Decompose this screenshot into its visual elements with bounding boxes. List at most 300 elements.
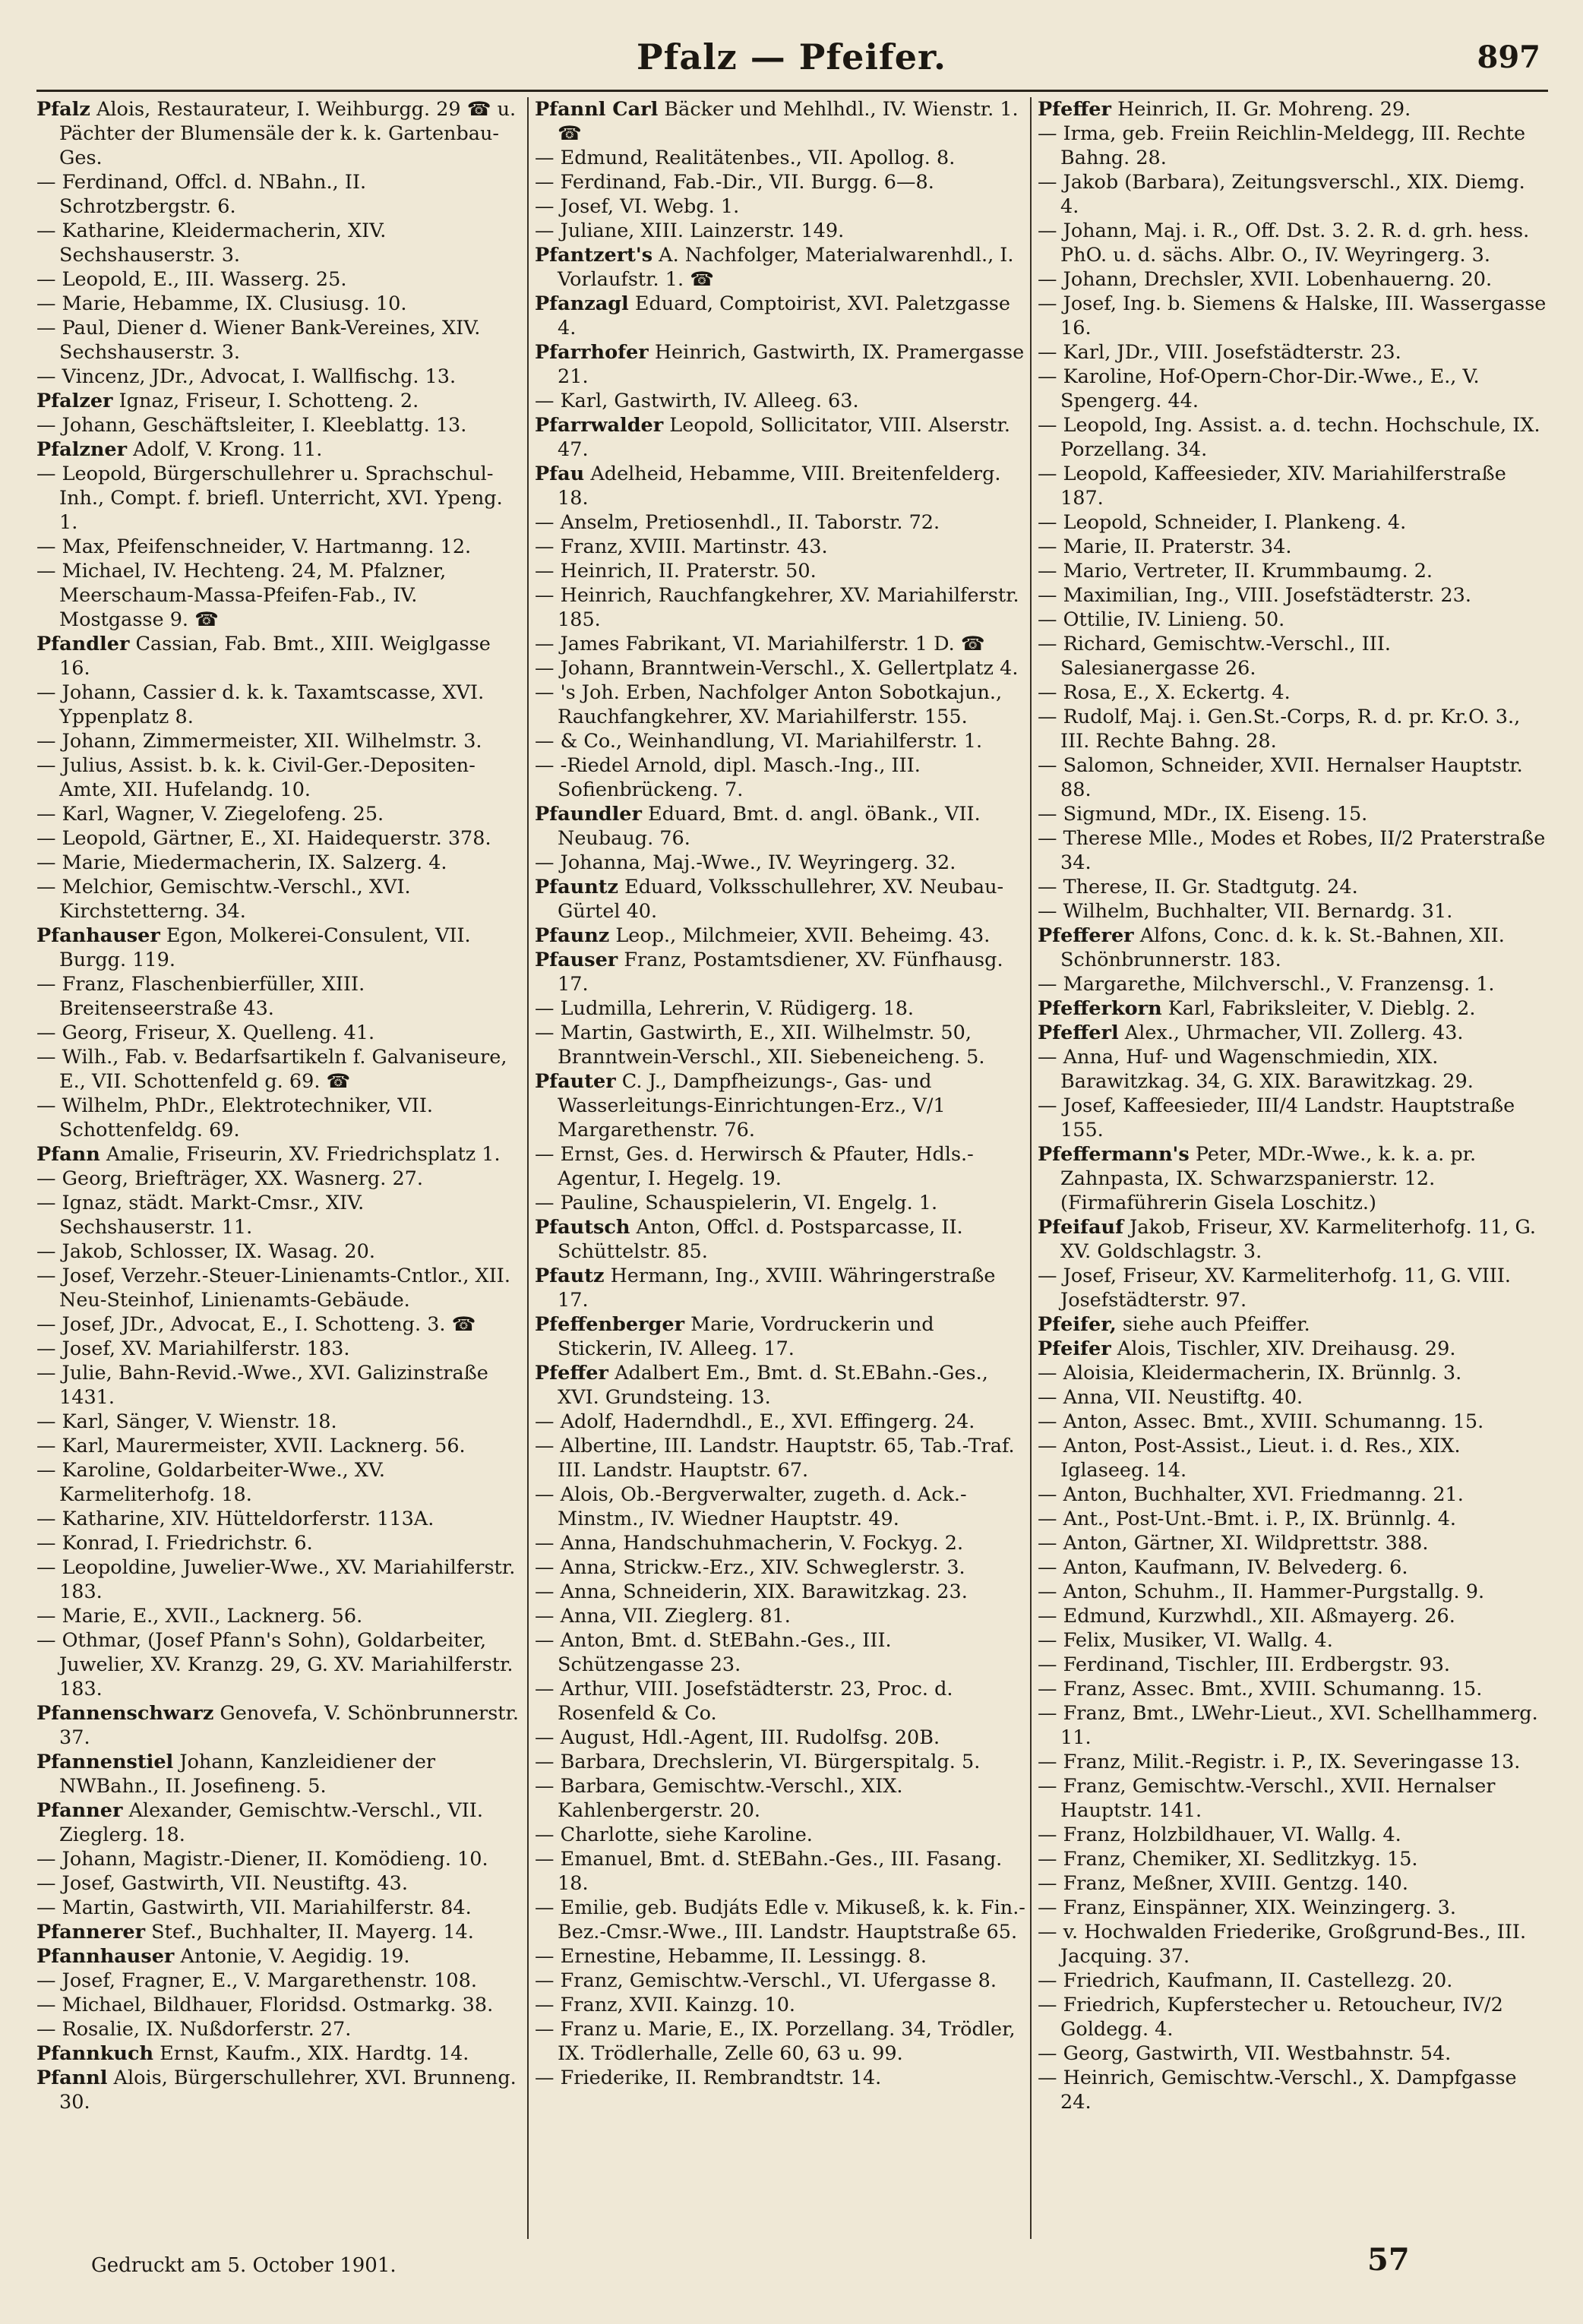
entry-text: — Ernestine, Hebamme, II. Lessingg. 8. [535,1945,927,1968]
directory-entry [36,1337,523,1361]
entry-text: — Heinrich, Rauchfangkehrer, XV. Mariahilferstr. 185. [535,584,1019,631]
directory-entry [1038,1896,1547,1920]
directory-entry [535,924,1025,948]
directory-entry [36,924,523,972]
directory-entry [36,2066,523,2114]
entry-text: — Jakob, Schlosser, IX. Wasag. 20. [36,1240,375,1263]
directory-entry [36,2041,523,2066]
entry-surname: Pfauser [535,949,618,971]
entry-text: — Karl, Sänger, V. Wienstr. 18. [36,1410,337,1433]
directory-entry [535,1580,1025,1604]
entry-surname: Pfannl Carl [535,98,659,121]
entry-text: — Edmund, Kurzwhdl., XII. Aßmayerg. 26. [1038,1605,1455,1628]
entry-text: — Anton, Assec. Bmt., XVIII. Schumanng. 15. [1038,1410,1484,1433]
directory-entry [535,1361,1025,1410]
directory-entry [1038,122,1547,170]
entry-surname: Pfeffermann's [1038,1143,1190,1166]
directory-entry [36,559,523,632]
directory-entry [36,437,523,462]
directory-entry [535,583,1025,632]
entry-text: — Anton, Kaufmann, IV. Belvederg. 6. [1038,1556,1408,1579]
directory-entry [36,753,523,802]
entry-text: — Leopoldine, Juwelier-Wwe., XV. Mariahilferstr. 183. [36,1556,516,1603]
directory-entry [535,1312,1025,1361]
entry-surname: Pfeifauf [1038,1216,1124,1239]
directory-entry [1038,632,1547,680]
entry-text: — Leopold, Bürgerschullehrer u. Sprachschul-Inh., Compt. f. briefl. Unterricht, XVI. Ypeng. 1. [36,463,503,534]
directory-entry [535,1969,1025,1993]
entry-text: — Michael, Bildhauer, Floridsd. Ostmarkg. 38. [36,1994,494,2016]
entry-text: — Rosalie, IX. Nußdorferstr. 27. [36,2018,352,2041]
directory-entry [535,2017,1025,2066]
entry-text: — Irma, geb. Freiin Reichlin-Meldegg, III. Rechte Bahng. 28. [1038,122,1526,169]
directory-entry [1038,1677,1547,1701]
directory-entry [535,1021,1025,1069]
directory-entry [36,1993,523,2017]
entry-text: — Pauline, Schauspielerin, VI. Engelg. 1. [535,1192,938,1214]
directory-entry [1038,1045,1547,1094]
directory-entry [535,1191,1025,1215]
entry-surname: Pfannenstiel [36,1751,174,1773]
entry-text: Franz, Postamtsdiener, XV. Fünfhausg. 17. [558,949,1003,996]
directory-entry [1038,1823,1547,1847]
entry-text: — Salomon, Schneider, XVII. Hernalser Hauptstr. 88. [1038,754,1523,801]
entry-text: — Othmar, (Josef Pfann's Sohn), Goldarbeiter, Juwelier, XV. Kranzg. 29, G. XV. Mariahilferstr. 183. [36,1629,513,1700]
entry-text: — Josef, XV. Mariahilferstr. 183. [36,1337,350,1360]
entry-text: Alexander, Gemischtw.-Verschl., VII. Zieglerg. 18. [59,1799,483,1846]
directory-entry [36,1604,523,1628]
directory-entry [36,1507,523,1531]
entry-text: Peter, MDr.-Wwe., k. k. a. pr. Zahnpasta, IX. Schwarzspanierstr. 12. (Firmaführerin Gisela Loschitz.) [1060,1143,1477,1214]
directory-entry [535,1410,1025,1434]
entry-text: — Johanna, Maj.-Wwe., IV. Weyringerg. 32. [535,851,956,874]
entry-text: — Friedrich, Kaufmann, II. Castellezg. 20. [1038,1969,1453,1992]
directory-entry [36,851,523,875]
directory-entry [535,1142,1025,1191]
directory-entry [36,802,523,826]
directory-entry [36,1920,523,1944]
directory-entry [36,1944,523,1969]
entry-text: — Franz, XVII. Kainzg. 10. [535,1994,796,2016]
entry-text: — Arthur, VIII. Josefstädterstr. 23, Proc. d. Rosenfeld & Co. [535,1678,953,1725]
entry-surname: Pfau [535,463,585,485]
entry-text: — Franz, Bmt., LWehr-Lieut., XVI. Schellhammerg. 11. [1038,1702,1538,1749]
entry-text: — Therese, II. Gr. Stadtgutg. 24. [1038,876,1358,898]
entry-text: Bäcker und Mehlhdl., IV. Wienstr. 1. ☎ [558,98,1019,145]
entry-text: — Wilhelm, Buchhalter, VII. Bernardg. 31. [1038,900,1453,923]
entry-text: — Anton, Post-Assist., Lieut. i. d. Res., XIX. Iglaseeg. 14. [1038,1435,1461,1482]
entry-text: — Franz u. Marie, E., IX. Porzellang. 34, Trödler, IX. Trödlerhalle, Zelle 60, 63 u. 99. [535,2018,1016,2065]
directory-entry [1038,1507,1547,1531]
entry-text: — Wilhelm, PhDr., Elektrotechniker, VII. Schottenfeldg. 69. [36,1094,434,1141]
entry-text: — Max, Pfeifenschneider, V. Hartmanng. 12. [36,535,472,558]
entry-surname: Pfauter [535,1070,616,1093]
entry-text: — Sigmund, MDr., IX. Eiseng. 15. [1038,803,1368,826]
entry-text: — Anna, Strickw.-Erz., XIV. Schweglerstr. 3. [535,1556,965,1579]
directory-entry [1038,559,1547,583]
entry-text: — Ant., Post-Unt.-Bmt. i. P., IX. Brünnlg. 4. [1038,1508,1457,1530]
directory-entry [36,535,523,559]
directory-entry [535,1628,1025,1677]
directory-entry [36,1142,523,1167]
directory-entry [535,632,1025,656]
column-3 [1038,97,1547,2239]
entry-surname: Pfarrhofer [535,341,649,364]
entry-text: — Ferdinand, Tischler, III. Erdbergstr. 93. [1038,1653,1451,1676]
entry-text: — Ernst, Ges. d. Herwirsch & Pfauter, Hdls.-Agentur, I. Hegelg. 19. [535,1143,974,1190]
entry-text: — Edmund, Realitätenbes., VII. Apollog. 8. [535,147,956,169]
entry-text: — Josef, VI. Webg. 1. [535,195,740,218]
entry-text: — Johann, Magistr.-Diener, II. Komödieng. 10. [36,1848,488,1871]
directory-entry [1038,267,1547,292]
directory-entry [535,1069,1025,1142]
directory-entry [1038,1410,1547,1434]
entry-text: — Karl, JDr., VIII. Josefstädterstr. 23. [1038,341,1401,364]
directory-entry [36,729,523,753]
entry-text: — Marie, II. Praterstr. 34. [1038,535,1292,558]
directory-entry [36,1531,523,1555]
entry-surname: Pfalzner [36,438,128,461]
entry-text: Adolf, V. Krong. 11. [127,438,323,461]
directory-entry [535,875,1025,924]
entry-text: — Richard, Gemischtw.-Verschl., III. Salesianergasse 26. [1038,633,1392,680]
entry-text: — Josef, Ing. b. Siemens & Halske, III. Wassergasse 16. [1038,292,1547,339]
directory-entry [535,340,1025,389]
directory-entry [36,1750,523,1798]
entry-text: — Franz, Assec. Bmt., XVIII. Schumanng. 15. [1038,1678,1483,1700]
directory-entry [535,1677,1025,1726]
directory-entry [36,292,523,316]
column-divider [1030,97,1032,2239]
directory-entry [1038,608,1547,632]
entry-text: — Johann, Maj. i. R., Off. Dst. 3. 2. R. d. grh. hess. PhO. u. d. sächs. Albr. O., IV. Weyringerg. 3. [1038,219,1530,267]
directory-entry [535,1823,1025,1847]
entry-text: — Johann, Drechsler, XVII. Lobenhauerng. 20. [1038,268,1493,291]
directory-entry [1038,413,1547,462]
directory-entry [1038,97,1547,122]
entry-text: — Georg, Friseur, X. Quelleng. 41. [36,1021,375,1044]
entry-text: — Anton, Schuhm., II. Hammer-Purgstallg. 9. [1038,1580,1485,1603]
directory-entry [535,656,1025,680]
entry-text: A. Nachfolger, Materialwarenhdl., I. Vorlaufstr. 1. ☎ [558,244,1014,291]
directory-entry [36,1969,523,1993]
directory-entry [1038,705,1547,753]
directory-entry [36,1361,523,1410]
directory-entry [1038,1920,1547,1969]
directory-entry [36,1896,523,1920]
entry-text: — Anton, Bmt. d. StEBahn.-Ges., III. Schützengasse 23. [535,1629,892,1676]
entry-text: — Ferdinand, Fab.-Dir., VII. Burgg. 6—8. [535,171,934,194]
entry-text: Alex., Uhrmacher, VII. Zollerg. 43. [1118,1021,1464,1044]
directory-entry [1038,972,1547,996]
directory-entry [36,1434,523,1458]
entry-text: — Leopold, Schneider, I. Plankeng. 4. [1038,511,1407,534]
header-rule [36,90,1548,92]
directory-entry [535,802,1025,851]
directory-entry [36,1045,523,1094]
entry-text: — Melchior, Gemischtw.-Verschl., XVI. Kirchstetterng. 34. [36,876,411,923]
entry-text: Cassian, Fab. Bmt., XIII. Weiglgasse 16. [59,633,491,680]
directory-entry [1038,1434,1547,1482]
directory-entry [1038,219,1547,267]
entry-surname: Pfauntz [535,876,619,898]
directory-entry [535,729,1025,753]
entry-text: Egon, Molkerei-Consulent, VII. Burgg. 119. [59,924,471,971]
entry-text: — Franz, Meßner, XVIII. Gentzg. 140. [1038,1872,1408,1895]
directory-entry [36,389,523,413]
directory-entry [1038,996,1547,1021]
entry-text: Johann, Kanzleidiener der NWBahn., II. Josefineng. 5. [59,1751,436,1798]
directory-entry [1038,802,1547,826]
page-title: Pfalz — Pfeifer. [636,36,946,77]
directory-entry [1038,1555,1547,1580]
entry-text: — Georg, Gastwirth, VII. Westbahnstr. 54. [1038,2042,1452,2065]
entry-text: Leop., Milchmeier, XVII. Beheimg. 43. [609,924,991,947]
directory-entry [1038,1774,1547,1823]
entry-text: — Ottilie, IV. Linieng. 50. [1038,608,1285,631]
directory-entry [36,1021,523,1045]
directory-entry [535,948,1025,996]
directory-entry [36,1264,523,1312]
directory-entry [1038,1750,1547,1774]
directory-entry [36,1701,523,1750]
entry-surname: Pfefferkorn [1038,997,1162,1020]
entry-text: — Karl, Gastwirth, IV. Alleeg. 63. [535,390,859,412]
directory-entry [535,510,1025,535]
entry-text: Adelheid, Hebamme, VIII. Breitenfelderg. 18. [558,463,1001,510]
directory-entry [1038,1337,1547,1361]
entry-text: — Julie, Bahn-Revid.-Wwe., XVI. Galizinstraße 1431. [36,1362,488,1409]
entry-surname: Pfeffenberger [535,1313,685,1336]
entry-text: — Leopold, E., III. Wasserg. 25. [36,268,347,291]
entry-text: — Karl, Wagner, V. Ziegelofeng. 25. [36,803,384,826]
entry-text: — Maximilian, Ing., VIII. Josefstädterstr. 23. [1038,584,1471,607]
entry-surname: Pfanzagl [535,292,629,315]
entry-text: — Franz, Holzbildhauer, VI. Wallg. 4. [1038,1824,1401,1846]
entry-text: — Adolf, Haderndhdl., E., XVI. Effingerg. 24. [535,1410,975,1433]
print-date: Gedruckt am 5. October 1901. [91,2254,397,2277]
directory-entry [36,219,523,267]
directory-entry [1038,1482,1547,1507]
entry-text: — Anna, VII. Zieglerg. 81. [535,1605,791,1628]
entry-text: Eduard, Comptoirist, XVI. Paletzgasse 4. [558,292,1010,339]
entry-text: — Johann, Zimmermeister, XII. Wilhelmstr. 3. [36,730,482,753]
entry-surname: Pfalzer [36,390,113,412]
entry-text: — Emanuel, Bmt. d. StEBahn.-Ges., III. Fasang. 18. [535,1848,1003,1895]
entry-text: — Franz, Einspänner, XIX. Weinzingerg. 3. [1038,1896,1456,1919]
entry-text: — Marie, Hebamme, IX. Clusiusg. 10. [36,292,407,315]
directory-entry [36,1239,523,1264]
entry-text: — Karoline, Hof-Opern-Chor-Dir.-Wwe., E., V. Spengerg. 44. [1038,365,1480,412]
entry-surname: Pfandler [36,633,130,655]
page-number: 897 [1477,39,1540,75]
entry-surname: Pfalz [36,98,90,121]
entry-text: — Albertine, III. Landstr. Hauptstr. 65, Tab.-Traf. III. Landstr. Hauptstr. 67. [535,1435,1015,1482]
entry-text: — Katharine, Kleidermacherin, XIV. Sechshauserstr. 3. [36,219,387,267]
directory-entry [36,972,523,1021]
entry-text: — Vincenz, JDr., Advocat, I. Wallfischg. 13. [36,365,457,388]
directory-entry [36,1312,523,1337]
entry-text: — Franz, Chemiker, XI. Sedlitzkyg. 15. [1038,1848,1418,1871]
entry-text: — Georg, Briefträger, XX. Wasnerg. 27. [36,1167,424,1190]
directory-entry [535,292,1025,340]
entry-text: — & Co., Weinhandlung, VI. Mariahilferstr. 1. [535,730,983,753]
entry-text: — Josef, Kaffeesieder, III/4 Landstr. Hauptstraße 155. [1038,1094,1515,1141]
entry-text: — Barbara, Gemischtw.-Verschl., XIX. Kahlenbergerstr. 20. [535,1775,903,1822]
entry-text: siehe auch Pfeiffer. [1116,1313,1310,1336]
directory-entry [535,996,1025,1021]
directory-entry [36,1458,523,1507]
column-1 [36,97,523,2239]
entry-text: — Ludmilla, Lehrerin, V. Rüdigerg. 18. [535,997,915,1020]
directory-entry [1038,1604,1547,1628]
entry-surname: Pfautsch [535,1216,630,1239]
directory-entry [36,170,523,219]
directory-entry [36,1628,523,1701]
entry-text: — Heinrich, Gemischtw.-Verschl., X. Dampfgasse 24. [1038,2067,1517,2114]
directory-entry [1038,875,1547,899]
entry-text: — Josef, Friseur, XV. Karmeliterhofg. 11, G. VIII. Josefstädterstr. 97. [1038,1265,1512,1312]
entry-text: Eduard, Bmt. d. angl. öBank., VII. Neubaug. 76. [558,803,981,850]
directory-entry [535,462,1025,510]
directory-entry [1038,462,1547,510]
entry-text: — Franz, Gemischtw.-Verschl., XVII. Hernalser Hauptstr. 141. [1038,1775,1496,1822]
entry-text: — Karl, Maurermeister, XVII. Lacknerg. 56. [36,1435,466,1457]
entry-text: Heinrich, Gastwirth, IX. Pramergasse 21. [558,341,1025,388]
directory-entry [535,1847,1025,1896]
entry-surname: Pfanhauser [36,924,160,947]
directory-entry [1038,1847,1547,1871]
entry-text: — Mario, Vertreter, II. Krummbaumg. 2. [1038,560,1433,583]
directory-entry [535,851,1025,875]
directory-entry [1038,1993,1547,2041]
directory-entry [535,1896,1025,1944]
directory-entry [535,170,1025,194]
entry-text: — Leopold, Ing. Assist. a. d. techn. Hochschule, IX. Porzellang. 34. [1038,414,1540,461]
entry-text: Alois, Bürgerschullehrer, XVI. Brunneng. 30. [59,2067,517,2114]
directory-entry [535,1264,1025,1312]
directory-entry [1038,1871,1547,1896]
entry-text: — Paul, Diener d. Wiener Bank-Vereines, XIV. Sechshauserstr. 3. [36,317,481,364]
entry-text: — Emilie, geb. Budjáts Edle v. Mikuseß, k. k. Fin.-Bez.-Cmsr.-Wwe., III. Landstr. Hauptstraße 65. [535,1896,1025,1944]
entry-surname: Pfeffer [535,1362,608,1385]
entry-text: Heinrich, II. Gr. Mohreng. 29. [1111,98,1411,121]
directory-entry [1038,1969,1547,1993]
directory-entry [1038,1361,1547,1385]
directory-entry [36,875,523,924]
entry-text: — Ferdinand, Offcl. d. NBahn., II. Schrotzbergstr. 6. [36,171,367,218]
entry-text: — Barbara, Drechslerin, VI. Bürgerspitalg. 5. [535,1751,981,1773]
entry-text: — Josef, Fragner, E., V. Margarethenstr. 108. [36,1969,477,1992]
entry-text: — Juliane, XIII. Lainzerstr. 149. [535,219,845,242]
directory-entry [1038,1653,1547,1677]
entry-text: — Jakob (Barbara), Zeitungsverschl., XIX. Diemg. 4. [1038,171,1525,218]
directory-entry [1038,340,1547,365]
directory-entry [535,1993,1025,2017]
directory-entry [1038,1264,1547,1312]
entry-text: — Friederike, II. Rembrandtstr. 14. [535,2067,882,2089]
directory-entry [535,146,1025,170]
directory-entry [36,97,523,170]
entry-text: Antonie, V. Aegidig. 19. [174,1945,410,1968]
entry-text: Ignaz, Friseur, I. Schotteng. 2. [112,390,419,412]
entry-surname: Pfefferer [1038,924,1134,947]
directory-entry [535,97,1025,146]
directory-entry [36,1871,523,1896]
directory-entry [1038,753,1547,802]
sheet-signature: 57 [1367,2242,1410,2278]
directory-entry [36,413,523,437]
entry-text: — Rosa, E., X. Eckertg. 4. [1038,681,1291,704]
entry-text: — Aloisia, Kleidermacherin, IX. Brünnlg. 3. [1038,1362,1462,1385]
entry-surname: Pfeifer, [1038,1313,1117,1336]
directory-entry [1038,899,1547,924]
entry-text: Genovefa, V. Schönbrunnerstr. 37. [59,1702,520,1749]
directory-entry [535,559,1025,583]
entry-text: — August, Hdl.-Agent, III. Rudolfsg. 20B. [535,1726,940,1749]
entry-text: Karl, Fabriksleiter, V. Dieblg. 2. [1161,997,1476,1020]
entry-surname: Pfannerer [36,1921,146,1944]
entry-surname: Pfannhauser [36,1945,175,1968]
directory-entry [1038,583,1547,608]
directory-entry [1038,1021,1547,1045]
directory-entry [36,1167,523,1191]
directory-entry [36,267,523,292]
entry-text: — Alois, Ob.-Bergverwalter, zugeth. d. Ack.-Minstm., IV. Wiedner Hauptstr. 49. [535,1483,967,1530]
directory-entry [36,680,523,729]
directory-entry [1038,292,1547,340]
entry-surname: Pfarrwalder [535,414,664,437]
directory-entry [1038,826,1547,875]
directory-entry [535,1750,1025,1774]
directory-entry [535,243,1025,292]
entry-text: Jakob, Friseur, XV. Karmeliterhofg. 11, G. XV. Goldschlagstr. 3. [1060,1216,1537,1263]
column-divider [527,97,529,2239]
entry-surname: Pfannkuch [36,2042,154,2065]
entry-text: — Anton, Buchhalter, XVI. Friedmanng. 21. [1038,1483,1464,1506]
directory-entry [1038,365,1547,413]
directory-entry [535,194,1025,219]
entry-text: — Johann, Branntwein-Verschl., X. Gellertplatz 4. [535,657,1019,680]
entry-text: — Michael, IV. Hechteng. 24, M. Pfalzner, Meerschaum-Massa-Pfeifen-Fab., IV. Mostgasse 9. ☎ [36,560,447,631]
directory-entry [535,1555,1025,1580]
entry-surname: Pfaunz [535,924,610,947]
entry-surname: Pfeifer [1038,1337,1111,1360]
directory-entry [36,462,523,535]
directory-entry [535,1531,1025,1555]
entry-text: — Franz, XVIII. Martinstr. 43. [535,535,828,558]
entry-text: — Johann, Geschäftsleiter, I. Kleeblattg. 13. [36,414,467,437]
entry-text: — Margarethe, Milchverschl., V. Franzensg. 1. [1038,973,1495,996]
directory-entry [1038,1094,1547,1142]
entry-text: — Friedrich, Kupferstecher u. Retoucheur, IV/2 Goldegg. 4. [1038,1994,1503,2041]
directory-entry [36,1191,523,1239]
directory-entry [1038,535,1547,559]
entry-text: — Therese Mlle., Modes et Robes, II/2 Praterstraße 34. [1038,827,1546,874]
directory-entry [535,219,1025,243]
directory-entry [535,1434,1025,1482]
directory-entry [1038,1531,1547,1555]
entry-surname: Pfaundler [535,803,642,826]
entry-text: Adalbert Em., Bmt. d. St.EBahn.-Ges., XVI. Grundsteing. 13. [558,1362,988,1409]
entry-text: — Heinrich, II. Praterstr. 50. [535,560,817,583]
directory-entry [535,1482,1025,1531]
directory-entry [1038,1215,1547,1264]
entry-text: — Karoline, Goldarbeiter-Wwe., XV. Karmeliterhofg. 18. [36,1459,386,1506]
directory-entry [1038,1628,1547,1653]
entry-text: — 's Joh. Erben, Nachfolger Anton Sobotkajun., Rauchfangkehrer, XV. Mariahilferstr. 155. [535,681,1003,728]
entry-text: — Franz, Milit.-Registr. i. P., IX. Severingasse 13. [1038,1751,1521,1773]
